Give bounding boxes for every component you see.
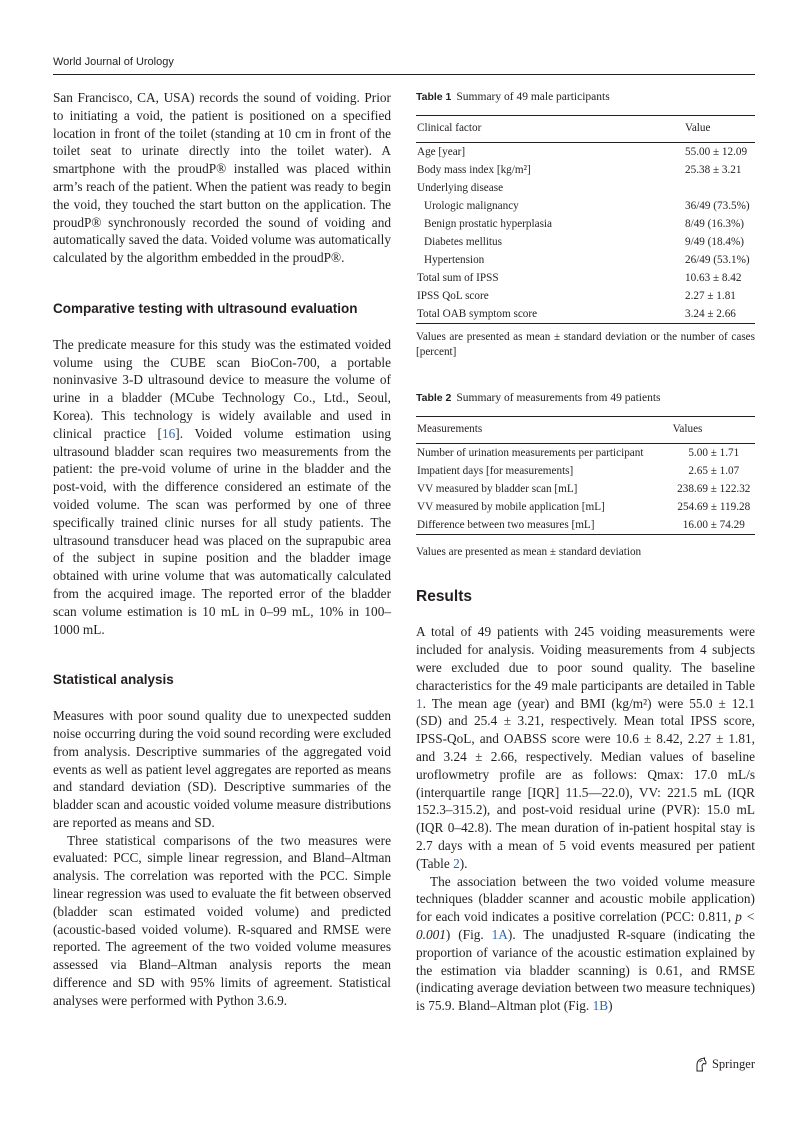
table-row xyxy=(416,215,755,233)
table2-caption-text: Summary of measurements from 49 patients xyxy=(456,391,661,404)
table-cell: 5.00 ± 1.71 xyxy=(688,446,740,459)
statistical-paragraph-1: Measures with poor sound quality due to unexpected sudden noise occurring during the void sound recording were excluded from analysis. Descriptive summaries of the aggregated void events as well as patient level aggregates are reported as means and standard deviation (SD). Descriptive summaries of the bladder scan and acoustic voided volume measure distributions are reported as means and SD. xyxy=(53,708,391,830)
table-cell: 55.00 ± 12.09 xyxy=(685,145,748,158)
table-cell: Underlying disease xyxy=(417,181,504,194)
table-cell: 238.69 ± 122.32 xyxy=(677,482,751,495)
results-text: . The mean age (year) and BMI (kg/m²) were 55.0 ± 12.1 (SD) and 25.4 ± 3.21, respectively. Mean total IPSS score, IPSS-QoL, and OABSS score were 10.6 ± 8.42, 2.27 ± 1.81, and 3.24 ± 2.66, respectively. Median values of baseline uroflowmetry profile are as follows: Qmax: 17.0 mL/s (interquartile range [IQR] 11.5—22.0), VV: 221.5 mL (IQR 152.3–315.2), and post-void residual urine (PVR): 15.0 mL (IQR 0–42.8). The mean duration of in-patient hospital stay is 2.7 days with a mean of 5 void events measured per patient (Table xyxy=(416,695,755,871)
comparative-paragraph xyxy=(53,336,391,639)
header-divider xyxy=(53,74,755,75)
table-row xyxy=(416,516,755,535)
table-row xyxy=(416,142,755,161)
table1-label: Table 1 xyxy=(416,91,452,103)
table-cell: Age [year] xyxy=(417,145,466,158)
table-cell: 3.24 ± 2.66 xyxy=(684,305,755,324)
table-cell: 8/49 (16.3%) xyxy=(685,217,745,230)
table-cell: Difference between two measures [mL] xyxy=(416,516,672,535)
results-paragraph-1 xyxy=(416,623,755,872)
table-cell: IPSS QoL score xyxy=(417,289,489,302)
table-cell: 10.63 ± 8.42 xyxy=(685,271,742,284)
intro-paragraph: San Francisco, CA, USA) records the sound of voiding. Prior to initiating a void, the patient is positioned on a specified location in front of the toilet (standing at 10 cm in front of the toilet seat to urinate directly into the toilet water). A smartphone with the proudP® installed was placed within arm’s reach of the patient. When the patient was ready to begin the void, they touched the start button on the application. The proudP® synchronously recorded the sound of voiding and automatically saved the data. Voided volume was automatically calculated by the algorithm embedded in the proudP®. xyxy=(53,90,391,266)
table2-footnote: Values are presented as mean ± standard deviation xyxy=(416,545,642,558)
publisher-name: Springer xyxy=(711,1057,755,1071)
table-cell: 36/49 (73.5%) xyxy=(685,199,750,212)
table-cell: VV measured by bladder scan [mL] xyxy=(417,482,578,495)
results-text: ). The unadjusted R-square (indicating the proportion of variance of the acoustic estimation explained by the estimation via bladder scanning) is 0.61, and RMSE (indicating average deviation between two measure techniques) is 75.9. Bland–Altman plot (Fig. xyxy=(416,926,755,1014)
left-column xyxy=(53,89,391,1010)
table2-label: Table 2 xyxy=(416,391,452,404)
table2-header-measurements: Measurements xyxy=(416,416,672,443)
comparative-text-b: ]. Voided volume estimation using ultrasound bladder scan requires two measurements from the patient: the pre-void volume of urine in the bladder and the post-void, with the difference considered an estimate of the voided volume. The scan was performed by one of three specifically trained clinic nurses for all study patients. The ultrasound transducer head was placed on the suprapubic area of the subject in supine position and the bladder image obtained with urine volume that was automatically calculated from the acquired image. The reported error of the bladder scan volume estimation is 10 mL in 0–99 mL, 10% in 100–1000 mL. xyxy=(53,425,391,637)
springer-horse-icon xyxy=(694,1057,708,1072)
table1-caption xyxy=(416,89,755,107)
table-row xyxy=(416,233,755,251)
table-cell: Diabetes mellitus xyxy=(424,235,502,248)
table-cell: 254.69 ± 119.28 xyxy=(677,500,751,513)
results-text: ) xyxy=(608,998,613,1014)
table-cell: Urologic malignancy xyxy=(424,199,519,212)
table-cell: 2.65 ± 1.07 xyxy=(688,464,740,477)
table1-link[interactable]: 1 xyxy=(416,695,423,711)
reference-link-16[interactable]: 16 xyxy=(161,425,176,441)
comparative-text-a: The predicate measure for this study was the estimated voided volume using the CUBE scan BioCon-700, a portable noninvasive 3-D ultrasound device to measure the volume of urine in a bladder (MCube Technology Co., Ltd., Seoul, Korea). This technology is widely available and used in clinical practice [ xyxy=(53,336,391,441)
table2-header-values: Values xyxy=(672,416,755,443)
table-row xyxy=(416,269,755,287)
table1-footnote: Values are presented as mean ± standard deviation or the number of cases [percent] xyxy=(416,330,755,358)
results-text: ) (Fig. xyxy=(445,926,492,942)
table-row xyxy=(416,305,755,324)
table-cell: 26/49 (53.1%) xyxy=(685,253,750,266)
table-cell: Total OAB symptom score xyxy=(416,305,684,324)
table1-header-value: Value xyxy=(684,115,755,142)
table-cell: 25.38 ± 3.21 xyxy=(685,163,742,176)
results-text: A total of 49 patients with 245 voiding measurements were included for analysis. Voiding measurements from 4 subjects were excluded due to poor sound quality. The baseline characteristics for the 49 male participants are detailed in Table xyxy=(416,624,755,693)
table-row xyxy=(416,179,755,197)
results-text: ). xyxy=(459,855,468,871)
table-cell: VV measured by mobile application [mL] xyxy=(417,500,605,513)
table2-link[interactable]: 2 xyxy=(453,855,460,871)
table1 xyxy=(416,115,755,324)
table-row xyxy=(416,462,755,480)
running-head: World Journal of Urology xyxy=(53,56,174,68)
heading-statistical-analysis: Statistical analysis xyxy=(53,672,174,688)
table-cell: Benign prostatic hyperplasia xyxy=(424,217,553,230)
results-paragraph-2 xyxy=(416,873,755,1015)
table-row xyxy=(416,480,755,498)
table1-header-factor: Clinical factor xyxy=(416,115,684,142)
table-cell: 9/49 (18.4%) xyxy=(685,235,745,248)
table-cell: Body mass index [kg/m²] xyxy=(417,163,531,176)
table-row xyxy=(416,498,755,516)
right-column xyxy=(416,89,755,1015)
table-row xyxy=(416,443,755,462)
table-cell: 16.00 ± 74.29 xyxy=(672,516,755,535)
figure-1a-link[interactable]: 1A xyxy=(491,926,508,942)
results-text: The association between the two voided volume measure techniques (bladder scanner and acoustic mobile application) for each void indicates a positive correlation (PCC: 0.811, xyxy=(416,873,755,925)
table-cell: Impatient days [for measurements] xyxy=(417,464,574,477)
publisher-footer xyxy=(694,1057,755,1072)
table-row xyxy=(416,251,755,269)
heading-comparative-testing: Comparative testing with ultrasound evaluation xyxy=(53,300,358,316)
heading-results: Results xyxy=(416,587,472,605)
table-cell: Hypertension xyxy=(424,253,485,266)
table-cell: Total sum of IPSS xyxy=(417,271,499,284)
figure-1b-link[interactable]: 1B xyxy=(592,998,609,1014)
table-cell xyxy=(684,179,755,197)
table-cell: Number of urination measurements per participant xyxy=(417,446,644,459)
p-value: p < 0.001 xyxy=(416,909,755,942)
table-cell: 2.27 ± 1.81 xyxy=(685,289,736,302)
table2-caption xyxy=(416,390,755,408)
table1-caption-text: Summary of 49 male participants xyxy=(456,91,610,103)
table2 xyxy=(416,416,755,535)
statistical-paragraph-2: Three statistical comparisons of the two measures were evaluated: PCC, simple linear regression, and Bland–Altman analysis. The correlation was reported with the PCC. Simple linear regression was used to evaluate the fit between observed (bladder scan estimated voided volume) and predicted (acoustic-based voided volume). R-squared and RMSE were reported. The agreement of the two voided volume measures assessed via Bland–Altman analysis reports the mean difference and SD with 95% limits of agreement. Statistical analyses were performed with Python 3.6.9. xyxy=(53,832,391,1008)
table-row xyxy=(416,161,755,179)
table-row xyxy=(416,197,755,215)
table-row xyxy=(416,287,755,305)
